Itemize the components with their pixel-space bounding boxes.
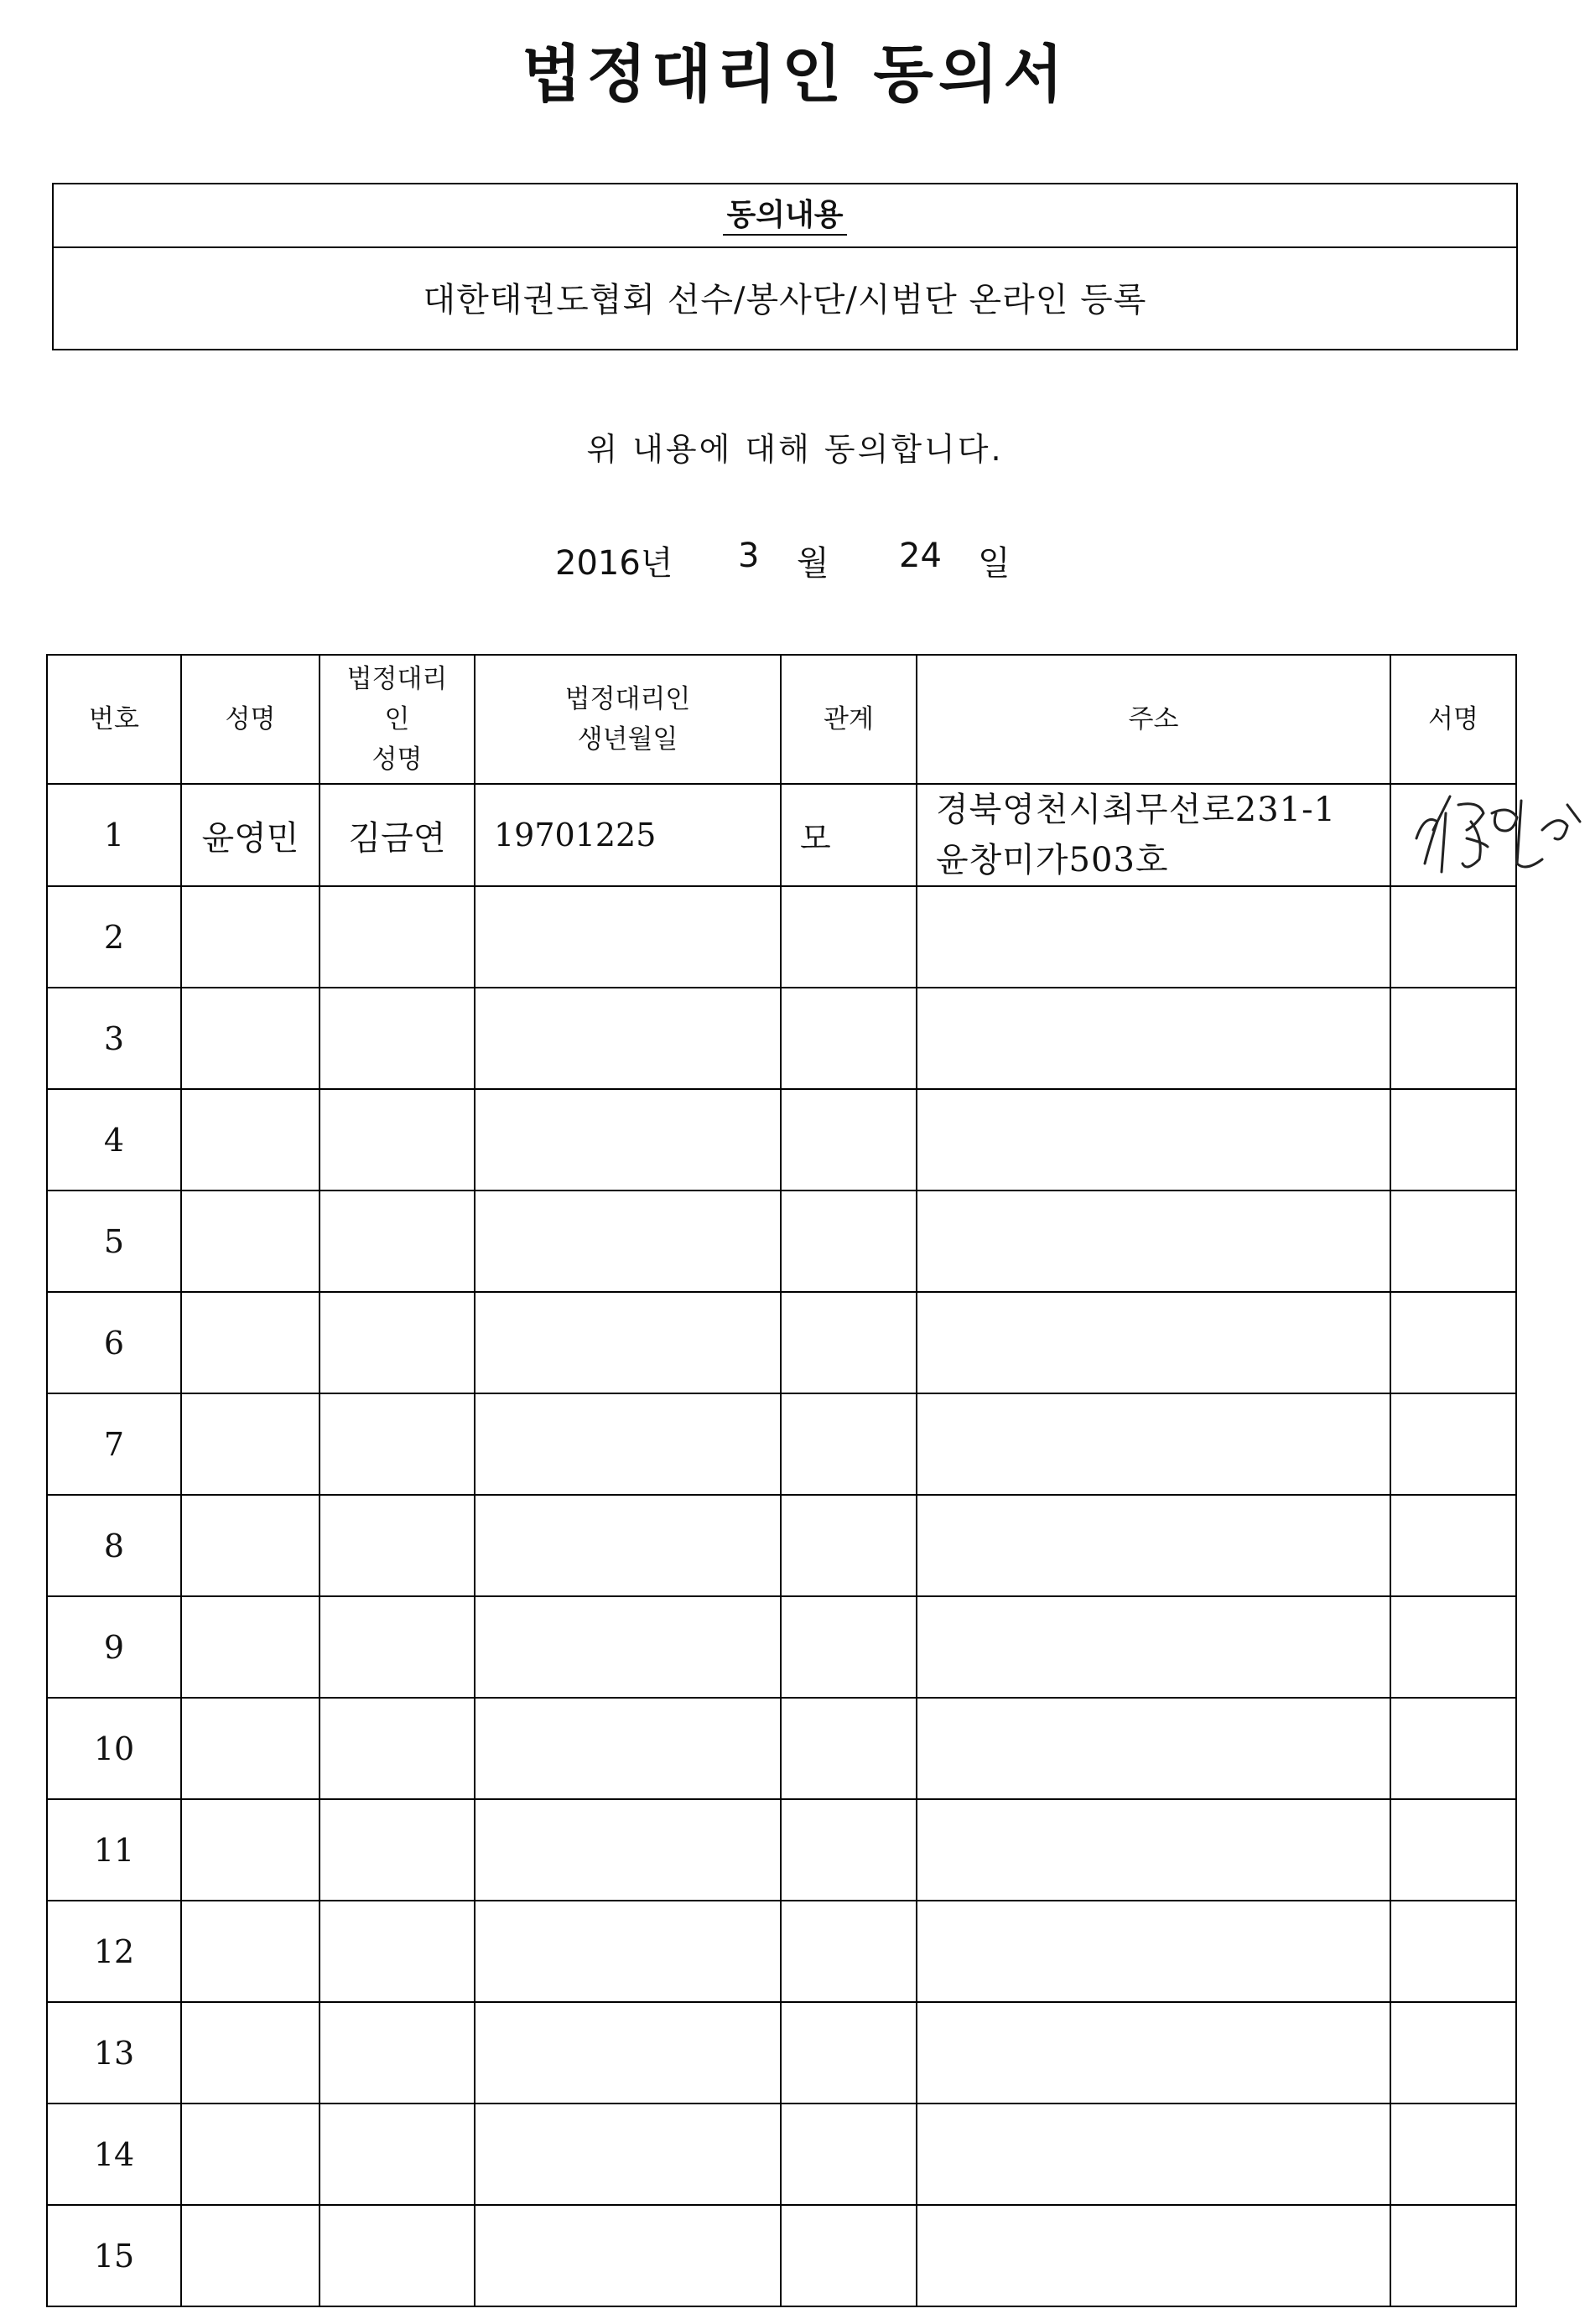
cell-signature xyxy=(1390,1292,1516,1393)
cell-relation xyxy=(781,1089,917,1191)
table-row xyxy=(47,886,1516,988)
guardian-table xyxy=(46,654,1517,2307)
cell-address xyxy=(917,1799,1390,1901)
agree-statement: 위 내용에 대해 동의합니다. xyxy=(586,431,1004,468)
cell-number: 11 xyxy=(47,1799,181,1901)
cell-guardian-name xyxy=(320,1596,475,1698)
table-row xyxy=(47,2205,1516,2306)
cell-number: 6 xyxy=(47,1292,181,1393)
cell-relation xyxy=(781,1191,917,1292)
cell-name xyxy=(181,1292,320,1393)
consent-heading: 동의내용 xyxy=(723,198,846,236)
cell-guardian-birth xyxy=(475,1901,781,2002)
cell-name: 윤영민 xyxy=(181,784,320,886)
cell-number: 8 xyxy=(47,1495,181,1596)
cell-signature xyxy=(1390,988,1516,1089)
cell-address xyxy=(917,886,1390,988)
cell-guardian-birth xyxy=(475,1393,781,1495)
cell-guardian-birth xyxy=(475,1799,781,1901)
handwritten-signature xyxy=(1400,780,1590,889)
cell-address xyxy=(917,1089,1390,1191)
header-guardian-name-line: 인 xyxy=(384,703,410,734)
table-row xyxy=(47,784,1516,886)
cell-guardian-birth: 19701225 xyxy=(475,784,781,886)
cell-guardian-name xyxy=(320,1495,475,1596)
cell-number: 13 xyxy=(47,2002,181,2104)
date-day-unit: 일 xyxy=(978,544,1011,583)
cell-signature xyxy=(1390,2205,1516,2306)
cell-name xyxy=(181,2104,320,2205)
cell-guardian-name xyxy=(320,1089,475,1191)
cell-guardian-birth xyxy=(475,1596,781,1698)
cell-name xyxy=(181,988,320,1089)
cell-relation xyxy=(781,1495,917,1596)
table-header-row xyxy=(47,655,1516,784)
address-line: 윤창미가503호 xyxy=(936,841,1169,879)
cell-guardian-birth xyxy=(475,1191,781,1292)
cell-signature xyxy=(1390,1495,1516,1596)
table-body xyxy=(47,784,1516,2306)
cell-guardian-name xyxy=(320,886,475,988)
cell-name xyxy=(181,1901,320,2002)
cell-relation xyxy=(781,1799,917,1901)
cell-guardian-name: 김금연 xyxy=(320,784,475,886)
cell-address xyxy=(917,2104,1390,2205)
cell-signature xyxy=(1390,886,1516,988)
consent-heading-row xyxy=(54,184,1516,248)
header-guardian-birth xyxy=(475,655,781,784)
cell-name xyxy=(181,1495,320,1596)
guardian-table-wrapper xyxy=(46,654,1515,2307)
table-row xyxy=(47,2002,1516,2104)
page-title: 법정대리인 동의서 xyxy=(522,39,1068,111)
cell-guardian-name xyxy=(320,2002,475,2104)
cell-name xyxy=(181,1596,320,1698)
table-row xyxy=(47,1799,1516,1901)
address-line: 경북영천시최무선로231-1 xyxy=(936,791,1337,829)
header-guardian-name xyxy=(320,655,475,784)
cell-name xyxy=(181,1393,320,1495)
table-row xyxy=(47,1901,1516,2002)
cell-name xyxy=(181,886,320,988)
table-row xyxy=(47,1495,1516,1596)
cell-relation xyxy=(781,988,917,1089)
cell-address xyxy=(917,1393,1390,1495)
header-guardian-name-line: 성명 xyxy=(372,744,423,776)
cell-guardian-birth xyxy=(475,1292,781,1393)
cell-guardian-name xyxy=(320,1799,475,1901)
cell-signature xyxy=(1390,1089,1516,1191)
cell-guardian-birth xyxy=(475,1698,781,1799)
cell-name xyxy=(181,1698,320,1799)
cell-guardian-birth xyxy=(475,2002,781,2104)
cell-guardian-birth xyxy=(475,886,781,988)
cell-relation xyxy=(781,1596,917,1698)
cell-guardian-birth xyxy=(475,988,781,1089)
cell-relation xyxy=(781,1393,917,1495)
cell-number: 10 xyxy=(47,1698,181,1799)
cell-guardian-name xyxy=(320,1901,475,2002)
date-day-value: 24 xyxy=(899,537,942,575)
header-relation: 관계 xyxy=(781,655,917,784)
table-row xyxy=(47,1596,1516,1698)
cell-number: 2 xyxy=(47,886,181,988)
table-row xyxy=(47,1191,1516,1292)
table-row xyxy=(47,2104,1516,2205)
cell-signature xyxy=(1390,1799,1516,1901)
table-row xyxy=(47,1292,1516,1393)
cell-number: 12 xyxy=(47,1901,181,2002)
table-row xyxy=(47,1089,1516,1191)
cell-number: 9 xyxy=(47,1596,181,1698)
cell-relation xyxy=(781,886,917,988)
cell-signature xyxy=(1390,2002,1516,2104)
cell-signature xyxy=(1390,784,1516,886)
date-month-value: 3 xyxy=(738,537,760,575)
cell-number: 7 xyxy=(47,1393,181,1495)
cell-number: 1 xyxy=(47,784,181,886)
cell-relation xyxy=(781,2205,917,2306)
cell-signature xyxy=(1390,1191,1516,1292)
cell-number: 5 xyxy=(47,1191,181,1292)
header-address: 주소 xyxy=(917,655,1390,784)
consent-content: 대한태권도협회 선수/봉사단/시범단 온라인 등록 xyxy=(423,281,1147,319)
cell-signature xyxy=(1390,1596,1516,1698)
date-year: 2016년 xyxy=(555,544,673,583)
cell-address xyxy=(917,1292,1390,1393)
cell-signature xyxy=(1390,1901,1516,2002)
cell-guardian-name xyxy=(320,2205,475,2306)
cell-signature xyxy=(1390,1698,1516,1799)
cell-relation xyxy=(781,1901,917,2002)
cell-guardian-birth xyxy=(475,1089,781,1191)
header-guardian-birth-line: 법정대리인 xyxy=(564,683,691,714)
header-guardian-name-line: 법정대리 xyxy=(346,663,448,694)
cell-guardian-name xyxy=(320,1191,475,1292)
cell-guardian-name xyxy=(320,1698,475,1799)
cell-address xyxy=(917,1901,1390,2002)
cell-name xyxy=(181,1089,320,1191)
cell-guardian-name xyxy=(320,1393,475,1495)
cell-signature xyxy=(1390,1393,1516,1495)
cell-address xyxy=(917,988,1390,1089)
header-guardian-birth-line: 생년월일 xyxy=(577,724,678,755)
cell-address xyxy=(917,784,1390,886)
cell-number: 4 xyxy=(47,1089,181,1191)
cell-number: 3 xyxy=(47,988,181,1089)
cell-name xyxy=(181,2205,320,2306)
cell-signature xyxy=(1390,2104,1516,2205)
cell-address xyxy=(917,1698,1390,1799)
header-number: 번호 xyxy=(47,655,181,784)
cell-relation xyxy=(781,1698,917,1799)
cell-guardian-name xyxy=(320,988,475,1089)
cell-number: 14 xyxy=(47,2104,181,2205)
table-row xyxy=(47,1698,1516,1799)
cell-relation xyxy=(781,1292,917,1393)
cell-guardian-name xyxy=(320,2104,475,2205)
cell-address xyxy=(917,1191,1390,1292)
header-signature: 서명 xyxy=(1390,655,1516,784)
cell-name xyxy=(181,2002,320,2104)
cell-name xyxy=(181,1191,320,1292)
cell-relation xyxy=(781,2104,917,2205)
cell-address xyxy=(917,1596,1390,1698)
cell-guardian-birth xyxy=(475,1495,781,1596)
cell-address xyxy=(917,2002,1390,2104)
cell-address xyxy=(917,2205,1390,2306)
cell-guardian-birth xyxy=(475,2104,781,2205)
cell-relation: 모 xyxy=(781,784,917,886)
table-row xyxy=(47,1393,1516,1495)
cell-name xyxy=(181,1799,320,1901)
cell-guardian-name xyxy=(320,1292,475,1393)
cell-number: 15 xyxy=(47,2205,181,2306)
table-row xyxy=(47,988,1516,1089)
consent-content-box xyxy=(52,183,1518,350)
cell-guardian-birth xyxy=(475,2205,781,2306)
header-name: 성명 xyxy=(181,655,320,784)
cell-address xyxy=(917,1495,1390,1596)
cell-relation xyxy=(781,2002,917,2104)
date-month-unit: 월 xyxy=(797,544,829,583)
